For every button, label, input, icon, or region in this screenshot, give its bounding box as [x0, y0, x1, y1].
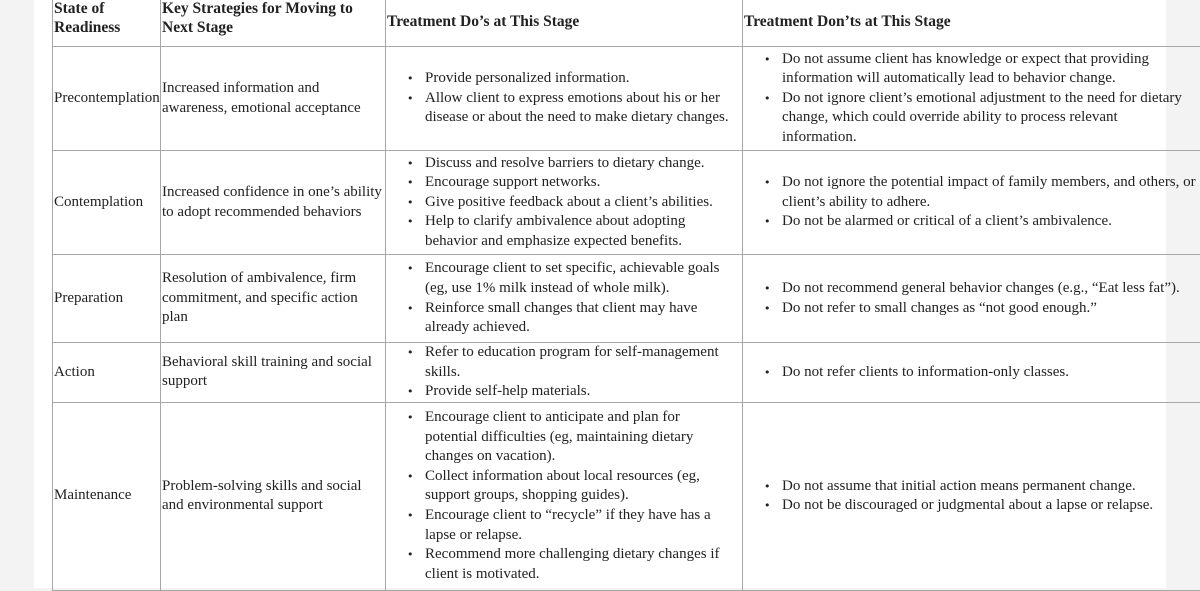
list-item: • Do not be discouraged or judgmental about a lapse or relapse. — [782, 496, 1196, 516]
table-row — [53, 402, 1200, 590]
list-item: • Encourage client to set specific, achievable goals (eg, use 1% milk instead of whole milk). — [425, 259, 736, 298]
list-item: • Do not refer clients to information-only classes. — [782, 363, 1196, 383]
dos-cell — [386, 255, 743, 343]
header-donts: Treatment Don’ts at This Stage — [743, 0, 1200, 47]
donts-list — [743, 50, 1200, 148]
donts-cell — [743, 151, 1200, 255]
table-row — [53, 151, 1200, 255]
list-item: • Recommend more challenging dietary changes if client is motivated. — [425, 545, 736, 584]
list-item: • Encourage client to anticipate and plan for potential difficulties (eg, maintaining dietary changes on vacation). — [425, 408, 736, 467]
header-state: State of Readiness — [53, 0, 161, 47]
list-item: • Encourage support networks. — [425, 173, 736, 193]
donts-list — [743, 363, 1200, 383]
strategy-cell: Problem-solving skills and social and environmental support — [161, 402, 386, 590]
stage-cell: Preparation — [53, 255, 161, 343]
stage-cell: Contemplation — [53, 151, 161, 255]
dos-list — [386, 259, 742, 337]
list-item: • Do not recommend general behavior changes (e.g., “Eat less fat”). — [782, 279, 1196, 299]
list-item: • Allow client to express emotions about his or her disease or about the need to make dietary changes. — [425, 89, 736, 128]
list-item: • Do not refer to small changes as “not good enough.” — [782, 299, 1196, 319]
strategy-cell: Resolution of ambivalence, firm commitment, and specific action plan — [161, 255, 386, 343]
stage-cell: Precontemplation — [53, 47, 161, 151]
strategy-cell: Increased information and awareness, emotional acceptance — [161, 47, 386, 151]
strategy-cell: Behavioral skill training and social support — [161, 343, 386, 403]
list-item: • Give positive feedback about a client’s abilities. — [425, 193, 736, 213]
donts-list — [743, 279, 1200, 318]
header-row — [53, 0, 1200, 47]
strategy-cell: Increased confidence in one’s ability to adopt recommended behaviors — [161, 151, 386, 255]
table-row — [53, 47, 1200, 151]
dos-cell — [386, 402, 743, 590]
dos-list — [386, 69, 742, 128]
list-item: • Do not assume that initial action means permanent change. — [782, 477, 1196, 497]
list-item: • Discuss and resolve barriers to dietary change. — [425, 154, 736, 174]
dos-cell — [386, 343, 743, 403]
list-item: • Encourage client to “recycle” if they have has a lapse or relapse. — [425, 506, 736, 545]
donts-list — [743, 477, 1200, 516]
header-dos: Treatment Do’s at This Stage — [386, 0, 743, 47]
table-row — [53, 255, 1200, 343]
dos-list — [386, 408, 742, 584]
readiness-treatment-table — [52, 0, 1200, 591]
donts-cell — [743, 255, 1200, 343]
list-item: • Refer to education program for self-management skills. — [425, 343, 736, 382]
donts-cell — [743, 402, 1200, 590]
list-item: • Reinforce small changes that client may have already achieved. — [425, 299, 736, 338]
donts-list — [743, 173, 1200, 232]
list-item: • Provide self-help materials. — [425, 382, 736, 402]
list-item: • Do not be alarmed or critical of a client’s ambivalence. — [782, 212, 1196, 232]
donts-cell — [743, 47, 1200, 151]
dos-list — [386, 343, 742, 402]
stage-cell: Action — [53, 343, 161, 403]
dos-list — [386, 154, 742, 252]
table-row — [53, 343, 1200, 403]
donts-cell — [743, 343, 1200, 403]
stage-cell: Maintenance — [53, 402, 161, 590]
dos-cell — [386, 47, 743, 151]
header-strategies: Key Strategies for Moving to Next Stage — [161, 0, 386, 47]
list-item: • Collect information about local resources (eg, support groups, shopping guides). — [425, 467, 736, 506]
list-item: • Do not assume client has knowledge or expect that providing information will automatically lead to behavior change. — [782, 50, 1196, 89]
list-item: • Help to clarify ambivalence about adopting behavior and emphasize expected benefits. — [425, 212, 736, 251]
dos-cell — [386, 151, 743, 255]
list-item: • Do not ignore client’s emotional adjustment to the need for dietary change, which could override ability to process relevant information. — [782, 89, 1196, 148]
list-item: • Provide personalized information. — [425, 69, 736, 89]
document-page — [34, 0, 1166, 588]
list-item: • Do not ignore the potential impact of family members, and others, or client’s ability to adhere. — [782, 173, 1196, 212]
